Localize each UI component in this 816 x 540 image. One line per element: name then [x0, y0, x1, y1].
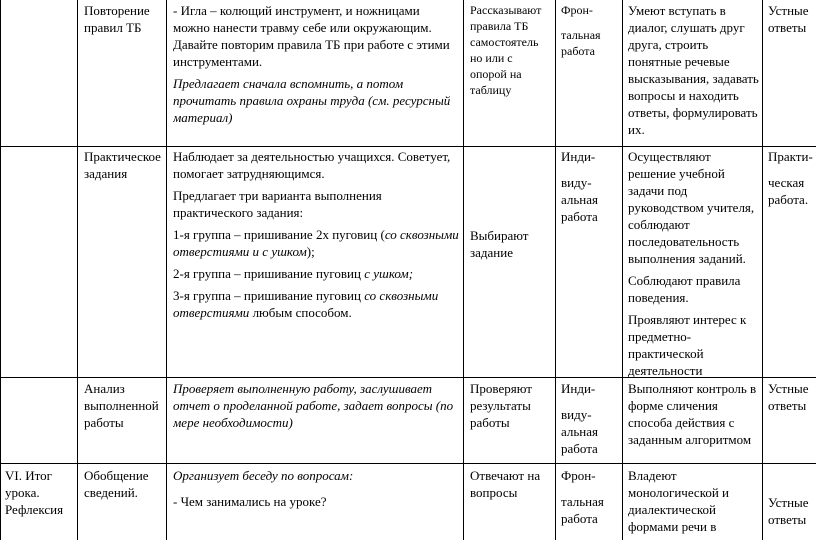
row4-control: Устные ответы — [768, 495, 809, 527]
grid-line — [555, 0, 556, 540]
grid-line — [166, 0, 167, 540]
grid-line — [463, 0, 464, 540]
row3-step-cell — [84, 380, 162, 431]
row1-result-cell — [628, 2, 760, 138]
row2-group3: 3-я группа – пришивание пуговиц со сквозными отверстиями любым способом. — [173, 288, 439, 320]
row2-result-cell — [628, 148, 760, 384]
row4-form-cell — [561, 467, 619, 532]
row2-form-b: виду-альная работа — [561, 175, 599, 224]
row3-students: Проверяют результаты работы — [470, 381, 532, 430]
row2-control-cell — [768, 148, 816, 213]
grid-line — [0, 146, 816, 147]
row2-result-p2: Соблюдают правила поведения. — [628, 273, 741, 305]
row4-teacher-cell — [173, 467, 459, 515]
grid-line — [77, 0, 78, 540]
row1-result: Умеют вступать в диалог, слушать друг друга, строить понятные речевые высказывания, задавать вопросы и находить ответы, формулировать их. — [628, 3, 759, 137]
row1-step-cell — [84, 2, 162, 36]
row4-form-b: тальная работа — [561, 494, 604, 526]
row4-students: Отвечают на вопросы — [470, 468, 541, 500]
row3-control: Устные ответы — [768, 381, 809, 413]
row2-group2: 2-я группа – пришивание пуговиц с ушком; — [173, 266, 414, 281]
row4-students-cell — [470, 467, 552, 501]
row3-students-cell — [470, 380, 552, 431]
grid-line — [762, 0, 763, 540]
row4-teacher-p2: - Чем занимались на уроке? — [173, 494, 327, 509]
row1-students: Рассказывают правила ТБ самостоятель но или с опорой на таблицу — [470, 3, 542, 97]
row1-step: Повторение правил ТБ — [84, 3, 150, 35]
row2-students-cell — [470, 227, 552, 261]
row2-teacher-cell — [173, 148, 459, 326]
row2-step-cell — [84, 148, 164, 182]
row1-form-b: тальная работа — [561, 28, 601, 58]
grid-line — [0, 463, 816, 464]
row3-teacher-cell — [173, 380, 459, 431]
row3-result-cell — [628, 380, 760, 448]
row2-control-a: Практи- — [768, 149, 813, 164]
row4-stage-cell — [5, 467, 75, 518]
grid-line — [0, 0, 1, 540]
row1-form-cell — [561, 2, 619, 64]
row3-step: Анализ выполненной работы — [84, 381, 159, 430]
row1-form-a: Фрон- — [561, 3, 593, 17]
row3-form-cell — [561, 380, 619, 462]
row4-step-cell — [84, 467, 162, 501]
row1-teacher-note: Предлагает сначала вспомнить, а потом прочитать правила охраны труда (см. ресурсный материал) — [173, 76, 451, 125]
row4-step: Обобщение сведений. — [84, 468, 149, 500]
row4-result: Владеют монологической и диалектической формами речи в — [628, 468, 730, 534]
row4-stage: VI. Итог урока. Рефлексия — [5, 468, 64, 517]
row2-students: Выбирают задание — [470, 228, 529, 260]
row2-form-cell — [561, 148, 619, 230]
row3-form-b: виду-альная работа — [561, 407, 599, 456]
row2-control-b: ческая работа. — [768, 175, 809, 207]
row3-form-a: Инди- — [561, 381, 596, 396]
row1-control: Устные ответы — [768, 3, 809, 35]
row4-control-cell — [768, 494, 816, 528]
row2-result-p3: Проявляют интерес к предметно-практической деятельности — [628, 312, 747, 378]
row4-teacher-p1: Организует беседу по вопросам: — [173, 468, 354, 483]
row2-group1: 1-я группа – пришивание 2х пуговиц (со сквозными отверстиями и с ушком); — [173, 227, 459, 259]
row4-form-a: Фрон- — [561, 468, 596, 483]
row3-control-cell — [768, 380, 816, 414]
row3-teacher: Проверяет выполненную работу, заслушивает отчет о проделанной работе, задает вопросы (по мере необходимости) — [173, 381, 454, 430]
row1-students-cell — [470, 2, 552, 98]
row2-teacher-p2: Предлагает три варианта выполнения практического задания: — [173, 188, 382, 220]
row1-teacher-text: - Игла – колющий инструмент, и ножницами можно нанести травму себе или окружающим. Давайте повторим правила ТБ при работе с этими инструментами. — [173, 3, 450, 69]
row2-step: Практическое задания — [84, 149, 161, 181]
row1-teacher-cell — [173, 2, 457, 131]
row2-result-p1: Осуществляют решение учебной задачи под руководством учителя, соблюдают последовательность выполнения заданий. — [628, 149, 755, 266]
row2-form-a: Инди- — [561, 149, 596, 164]
row3-result: Выполняют контроль в форме сличения способа действия с заданным алгоритмом — [628, 381, 757, 447]
row4-result-cell — [628, 467, 760, 535]
row2-teacher-p1: Наблюдает за деятельностью учащихся. Советует, помогает затрудняющимся. — [173, 149, 451, 181]
grid-line — [622, 0, 623, 540]
row1-control-cell — [768, 2, 816, 36]
